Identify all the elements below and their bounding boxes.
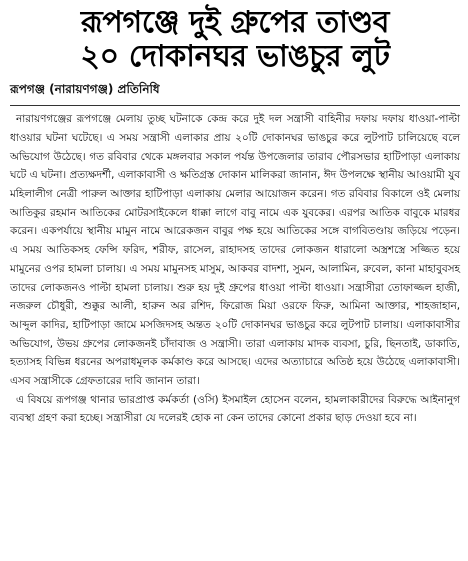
article-headline xyxy=(10,6,460,73)
article-byline: রূপগঞ্জ (নারায়ণগঞ্জ) প্রতিনিধি xyxy=(10,82,160,97)
article-body xyxy=(10,110,460,428)
article-paragraph-1: নারায়ণগঞ্জের রূপগঞ্জে মেলায় তুচ্ছ ঘটনাকে কেন্দ্র করে দুই দল সন্ত্রাসী বাহিনীর দফায় দফায় ধাওয়া-পাল্টা ধাওয়ার ঘটনা ঘটেছে। এ সময় সন্ত্রাসী এলাকার প্রায় ২০টি দোকানঘর ভাঙচুর করে লুটপাট চালিয়েছে বলে অভিযোগ উঠেছে। গত রবিবার থেকে মঙ্গলবার সকাল পর্যন্ত উপজেলার তারাব পৌরসভার হাটিপাড়া এলাকায় ঘটে এ ঘটনা। প্রত্যক্ষদর্শী, এলাকাবাসী ও ক্ষতিগ্রস্ত দোকান মালিকরা জানান, ঈদ উপলক্ষে স্থানীয় আওয়ামী যুব মহিলালীগ নেত্রী পারুল আক্তার হাটিপাড়া এলাকায় মেলার আয়োজন করেন। গত রবিবার বিকালে ওই মেলায় আতিকুর রহমান আতিকের মোটরসাইকেলে ধাক্কা লাগে বাবু নামে এক যুবকের। এরপর আতিক বাবুকে মারধর করেন। একপর্যায়ে স্থানীয় মামুন নামে আরেকজন বাবুর পক্ষ হয়ে আতিকের সঙ্গে বাগবিতণ্ডায় জড়িয়ে পড়েন। এ সময় আতিকসহ ফেন্সি ফরিদ, শরীফ, রাসেল, রাহাদসহ তাদের লোকজন ধারালো অস্ত্রশস্ত্রে সজ্জিত হয়ে মামুনের ওপর হামলা চালায়। এ সময় মামুনসহ মাসুম, আকবর বাদশা, সুমন, আলামিন, রুবেল, কানা মাহাবুবসহ তাদের লোকজনও পাল্টা হামলা চালায়। শুরু হয় দুই গ্রুপের ধাওয়া পাল্টা ধাওয়া। সন্ত্রাসীরা তোফাজ্জল হাজী, নজরুল চৌধুরী, শুক্কুর আলী, হারুন অর রশিদ, ফিরোজ মিয়া ওরফে ফিরু, আমিনা আক্তার, শাহজাহান, আব্দুল কাদির, হাটিপাড়া জামে মসজিদসহ অন্তত ২০টি দোকানঘর ভাঙচুর করে লুটপাট চালায়। এলাকাবাসীর অভিযোগ, উভয় গ্রুপের লোকজনই চাঁদাবাজ ও সন্ত্রাসী। তারা এলাকায় মাদক ব্যবসা, চুরি, ছিনতাই, ডাকাতি, হত্যাসহ বিভিন্ন ধরনের অপরাধমূলক কর্মকাণ্ড করে আসছে। এদের অত্যাচারে অতিষ্ঠ হয়ে উঠেছে এলাকাবাসী। এসব সন্ত্রাসীকে গ্রেফতারের দাবি জানান তারা। xyxy=(10,113,460,388)
headline-line-2: ২০ দোকানঘর ভাঙচুর লুট xyxy=(80,38,390,74)
article-paragraph-2: এ বিষয়ে রূপগঞ্জ থানার ভারপ্রাপ্ত কর্মকর্তা (ওসি) ইসমাইল হোসেন বলেন, হামলাকারীদের বিরুদ্ধে আইনানুগ ব্যবস্থা গ্রহণ করা হচ্ছে। সন্ত্রাসীরা যে দলেরই হোক না কেন তাদের কোনো প্রকার ছাড় দেওয়া হবে না। xyxy=(10,393,460,425)
headline-line-1: রূপগঞ্জে দুই গ্রুপের তাণ্ডব xyxy=(80,5,390,40)
byline-divider xyxy=(10,105,460,106)
